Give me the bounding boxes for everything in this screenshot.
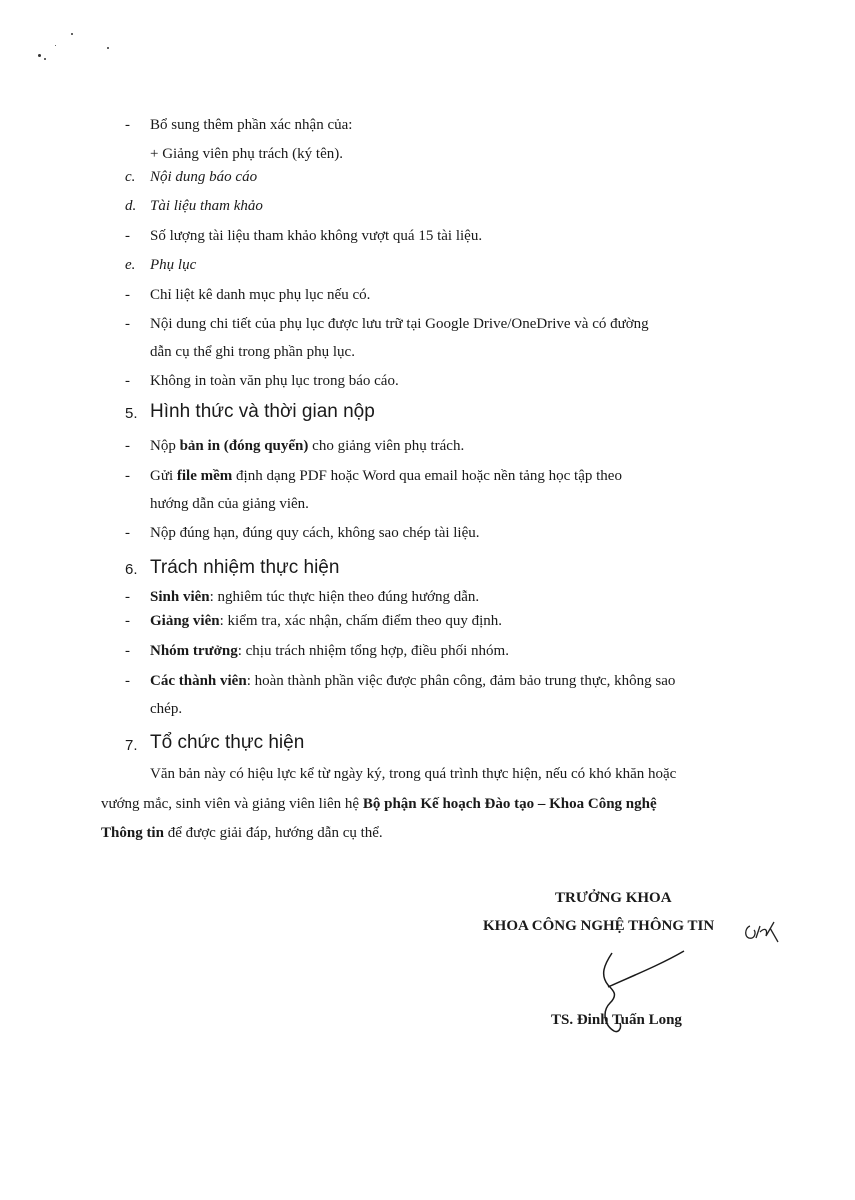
bullet-appendix-storage: Nội dung chi tiết của phụ lục được lưu trữ tại Google Drive/OneDrive và có đường xyxy=(150,316,649,332)
bullet-dash: - xyxy=(125,373,130,389)
section-7-paragraph-line1: Văn bản này có hiệu lực kể từ ngày ký, trong quá trình thực hiện, nếu có khó khăn hoặc xyxy=(150,766,677,782)
item-c-title: Nội dung báo cáo xyxy=(150,169,258,185)
section-7-paragraph-line2: vướng mắc, sinh viên và giảng viên liên hệ Bộ phận Kế hoạch Đào tạo – Khoa Công nghệ xyxy=(101,796,657,812)
item-d-letter: d. xyxy=(125,198,137,214)
section-5-title: Hình thức và thời gian nộp xyxy=(150,401,375,422)
bullet-dash: - xyxy=(125,673,130,689)
bullet-dash: - xyxy=(125,589,130,605)
section-6-number: 6. xyxy=(125,561,138,578)
section-5-number: 5. xyxy=(125,405,138,422)
bullet-dash: - xyxy=(125,468,130,484)
initials-mark xyxy=(740,918,785,948)
section-7-number: 7. xyxy=(125,737,138,754)
bullet-group-leader: Nhóm trưởng: chịu trách nhiệm tổng hợp, điều phối nhóm. xyxy=(150,643,509,659)
bullet-members: Các thành viên: hoàn thành phần việc được phân công, đảm bảo trung thực, không sao xyxy=(150,673,676,689)
bullet-dash: - xyxy=(125,643,130,659)
bullet-appendix-noprint: Không in toàn văn phụ lục trong báo cáo. xyxy=(150,373,399,389)
item-c-letter: c. xyxy=(125,169,136,185)
bullet-reference-limit: Số lượng tài liệu tham khảo không vượt quá 15 tài liệu. xyxy=(150,228,483,244)
bullet-dash: - xyxy=(125,438,130,454)
section-7-paragraph-line3: Thông tin để được giải đáp, hướng dẫn cụ thể. xyxy=(101,825,383,841)
item-e-letter: e. xyxy=(125,257,136,273)
bullet-appendix-storage-cont: dẫn cụ thể ghi trong phần phụ lục. xyxy=(150,344,355,360)
item-d-title: Tài liệu tham khảo xyxy=(150,198,263,214)
section-6-title: Trách nhiệm thực hiện xyxy=(150,557,340,578)
bullet-dash: - xyxy=(125,525,130,541)
bullet-confirmation-sub: + Giảng viên phụ trách (ký tên). xyxy=(150,146,343,162)
signature-title-faculty: KHOA CÔNG NGHỆ THÔNG TIN xyxy=(483,918,715,934)
bullet-students: Sinh viên: nghiêm túc thực hiện theo đúng hướng dẫn. xyxy=(150,589,480,605)
bullet-on-time: Nộp đúng hạn, đúng quy cách, không sao chép tài liệu. xyxy=(150,525,480,541)
bullet-print-copy: Nộp bản in (đóng quyển) cho giảng viên phụ trách. xyxy=(150,438,465,454)
signature-title-dean: TRƯỞNG KHOA xyxy=(555,890,672,906)
bullet-confirmation: Bổ sung thêm phần xác nhận của: xyxy=(150,117,353,133)
bullet-appendix-list: Chỉ liệt kê danh mục phụ lục nếu có. xyxy=(150,287,371,303)
bullet-dash: - xyxy=(125,228,130,244)
signatory-name: TS. Đinh Tuấn Long xyxy=(551,1012,682,1028)
bullet-dash: - xyxy=(125,316,130,332)
bullet-members-cont: chép. xyxy=(150,701,183,717)
bullet-soft-file-cont: hướng dẫn của giảng viên. xyxy=(150,496,309,512)
bullet-soft-file: Gửi file mềm định dạng PDF hoặc Word qua email hoặc nền tảng học tập theo xyxy=(150,468,622,484)
item-e-title: Phụ lục xyxy=(150,257,197,273)
bullet-dash: - xyxy=(125,117,130,133)
bullet-lecturers: Giảng viên: kiểm tra, xác nhận, chấm điểm theo quy định. xyxy=(150,613,503,629)
bullet-dash: - xyxy=(125,287,130,303)
section-7-title: Tổ chức thực hiện xyxy=(150,732,305,753)
bullet-dash: - xyxy=(125,613,130,629)
